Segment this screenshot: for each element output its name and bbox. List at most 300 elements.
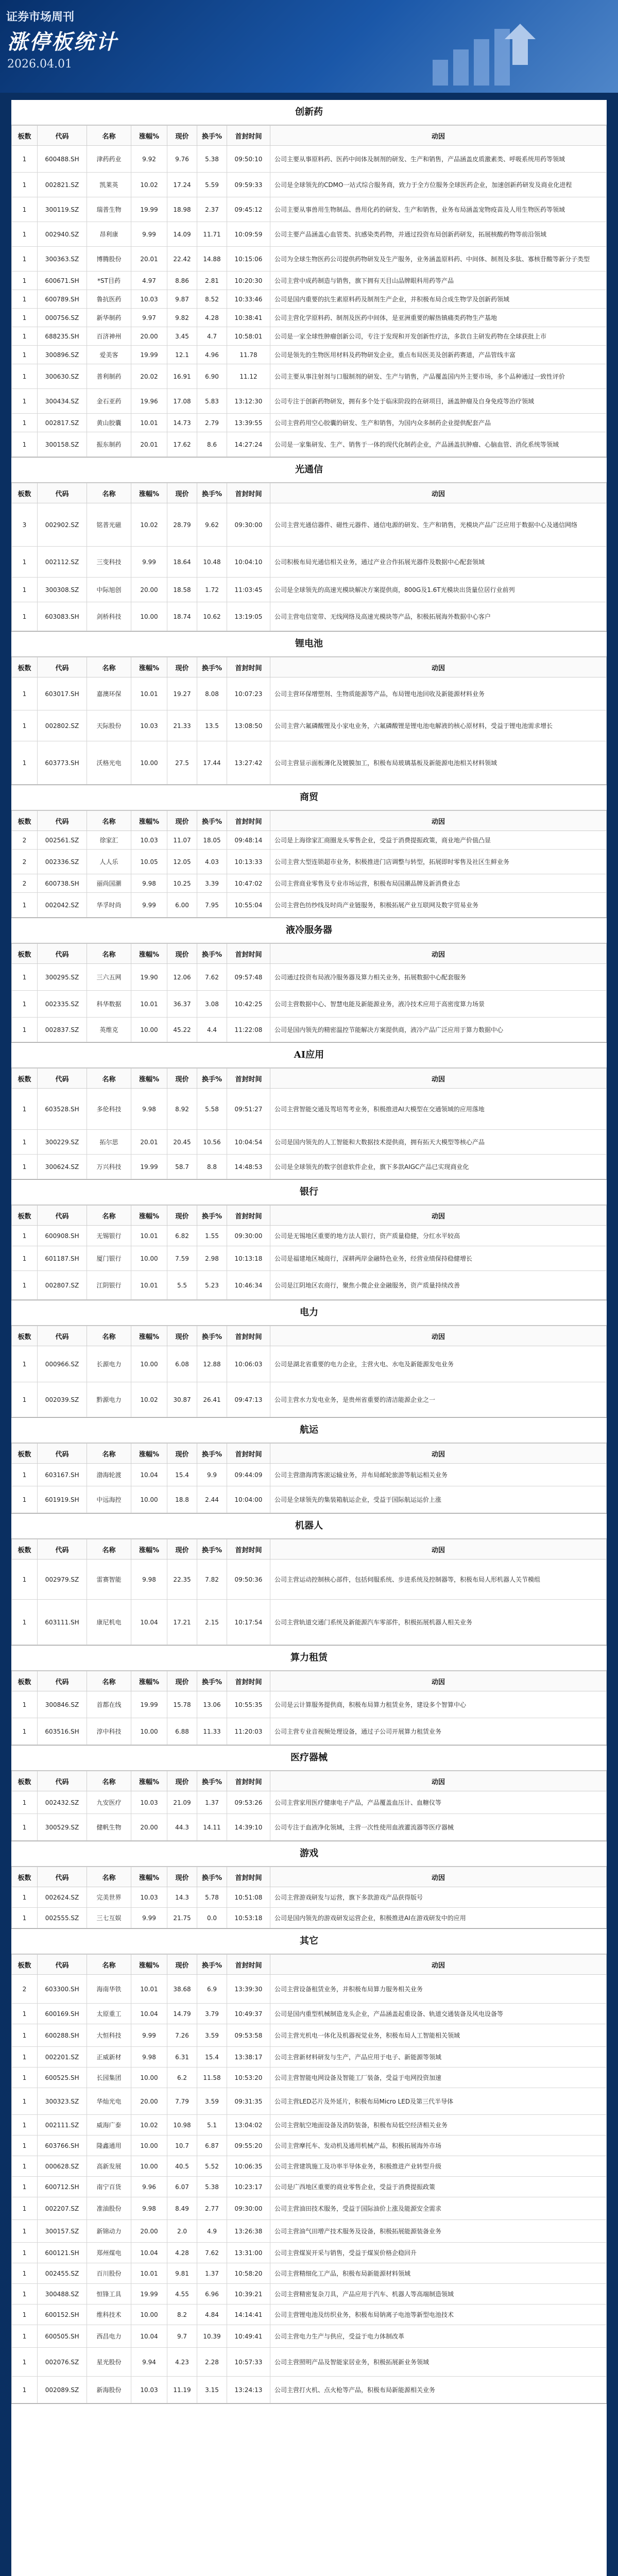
turnover-rate: 13.5 [197, 710, 227, 741]
table-row [12, 602, 607, 631]
turnover-rate: 5.1 [197, 2115, 227, 2136]
limit-up-table [11, 1671, 607, 1745]
table-row [12, 503, 607, 547]
table-header-row [12, 811, 607, 831]
current-price: 4.55 [167, 2284, 197, 2304]
first-seal-time: 09:44:09 [227, 1464, 270, 1486]
board-count: 1 [12, 2284, 38, 2304]
column-header: 首封时间 [227, 1671, 270, 1691]
stock-code: 600738.SH [38, 874, 87, 893]
board-count: 1 [12, 2047, 38, 2067]
limit-up-table [11, 483, 607, 631]
column-header: 涨幅% [131, 944, 167, 964]
sector-title: 航运 [11, 1418, 607, 1443]
stock-name: 三六五网 [87, 964, 131, 991]
board-count: 1 [12, 2088, 38, 2115]
column-header: 代码 [38, 483, 87, 503]
current-price: 12.05 [167, 850, 197, 874]
change-percent: 10.00 [131, 1246, 167, 1271]
column-header: 现价 [167, 1671, 197, 1691]
current-price: 11.07 [167, 831, 197, 850]
column-header: 板数 [12, 1771, 38, 1791]
turnover-rate: 7.62 [197, 2243, 227, 2263]
first-seal-time: 10:51:08 [227, 1887, 270, 1908]
sector-section [11, 1514, 607, 1646]
board-count: 2 [12, 831, 38, 850]
first-seal-time: 13:24:13 [227, 2377, 270, 2403]
change-percent: 10.04 [131, 1600, 167, 1645]
limit-up-reason: 公司是湖北省重要的电力企业，主营火电、水电及新能源发电业务 [270, 1346, 607, 1382]
column-header: 涨幅% [131, 126, 167, 146]
column-header: 代码 [38, 1771, 87, 1791]
change-percent: 10.00 [131, 2304, 167, 2325]
turnover-rate: 10.62 [197, 602, 227, 631]
current-price: 7.26 [167, 2024, 197, 2047]
limit-up-reason: 公司专注于血液净化领域，主营一次性使用血液灌流器等医疗器械 [270, 1814, 607, 1841]
turnover-rate: 5.52 [197, 2156, 227, 2177]
column-header: 动因 [270, 944, 607, 964]
column-header: 名称 [87, 1771, 131, 1791]
first-seal-time: 10:57:33 [227, 2348, 270, 2377]
change-percent: 20.00 [131, 327, 167, 346]
stock-code: 002207.SZ [38, 2197, 87, 2220]
change-percent: 10.04 [131, 2243, 167, 2263]
column-header: 涨幅% [131, 1539, 167, 1560]
turnover-rate: 7.62 [197, 964, 227, 991]
first-seal-time: 09:31:35 [227, 2088, 270, 2115]
column-header: 现价 [167, 1955, 197, 1975]
limit-up-reason: 公司主要产品涵盖心血管类、抗感染类药物，并通过投资布局创新药研发，拓展核酸药物等前沿领域 [270, 222, 607, 247]
stock-code: 603017.SH [38, 677, 87, 710]
stock-code: 002201.SZ [38, 2047, 87, 2067]
limit-up-table [11, 1205, 607, 1300]
stock-name: 准油股份 [87, 2197, 131, 2220]
limit-up-reason: 公司是无锡地区重要的地方法人银行，资产质量稳健，分红水平较高 [270, 1226, 607, 1246]
stock-code: 600169.SH [38, 2004, 87, 2024]
stock-name: 淳中科技 [87, 1718, 131, 1745]
limit-up-reason: 公司主营专业音视频处理设备，通过子公司开展算力租赁业务 [270, 1718, 607, 1745]
turnover-rate: 2.79 [197, 414, 227, 432]
change-percent: 9.99 [131, 2024, 167, 2047]
column-header: 现价 [167, 1069, 197, 1089]
stock-name: 铭普光磁 [87, 503, 131, 547]
table-row [12, 741, 607, 785]
column-header: 名称 [87, 1955, 131, 1975]
turnover-rate: 5.38 [197, 146, 227, 173]
table-row [12, 1346, 607, 1382]
stock-code: 300434.SZ [38, 389, 87, 414]
limit-up-reason: 公司主营摩托车、发动机及通用机械产品，积极拓展海外市场 [270, 2136, 607, 2156]
first-seal-time: 09:48:14 [227, 831, 270, 850]
stock-code: 603528.SH [38, 1089, 87, 1130]
current-price: 44.3 [167, 1814, 197, 1841]
limit-up-reason: 公司主营LED芯片及外延片，积极布局Micro LED及第三代半导体 [270, 2088, 607, 2115]
column-header: 动因 [270, 1955, 607, 1975]
table-header-row [12, 483, 607, 503]
board-count: 3 [12, 503, 38, 547]
column-header: 现价 [167, 483, 197, 503]
stock-name: 郑州煤电 [87, 2243, 131, 2263]
turnover-rate: 11.33 [197, 1718, 227, 1745]
board-count: 1 [12, 2004, 38, 2024]
column-header: 换手% [197, 1955, 227, 1975]
first-seal-time: 09:53:26 [227, 1791, 270, 1814]
current-price: 9.81 [167, 2263, 197, 2284]
limit-up-table [11, 810, 607, 918]
board-count: 1 [12, 741, 38, 785]
table-row [12, 1382, 607, 1417]
column-header: 换手% [197, 1069, 227, 1089]
stock-code: 300529.SZ [38, 1814, 87, 1841]
turnover-rate: 8.52 [197, 290, 227, 309]
board-count: 1 [12, 2115, 38, 2136]
table-row [12, 414, 607, 432]
current-price: 18.64 [167, 547, 197, 578]
column-header: 板数 [12, 483, 38, 503]
turnover-rate: 4.7 [197, 327, 227, 346]
table-header-row [12, 1206, 607, 1226]
change-percent: 19.99 [131, 1155, 167, 1179]
column-header: 名称 [87, 1069, 131, 1089]
board-count: 1 [12, 2024, 38, 2047]
column-header: 名称 [87, 1867, 131, 1887]
stock-name: 长园集团 [87, 2067, 131, 2088]
limit-up-reason: 公司主营环保增塑剂、生物质能源等产品，布局锂电池回收及新能源材料业务 [270, 677, 607, 710]
first-seal-time: 09:55:20 [227, 2136, 270, 2156]
sector-section [11, 1300, 607, 1418]
change-percent: 19.99 [131, 197, 167, 222]
first-seal-time: 10:20:30 [227, 272, 270, 290]
limit-up-reason: 公司主营锂电池及纺织业务，积极布局钠离子电池等新型电池技术 [270, 2304, 607, 2325]
current-price: 14.09 [167, 222, 197, 247]
stock-name: 维科技术 [87, 2304, 131, 2325]
stock-name: 拓尔思 [87, 1130, 131, 1155]
sector-title: 创新药 [11, 100, 607, 125]
board-count: 1 [12, 364, 38, 389]
table-row [12, 146, 607, 173]
change-percent: 10.01 [131, 1975, 167, 2004]
table-row [12, 1560, 607, 1600]
table-row [12, 1130, 607, 1155]
limit-up-reason: 公司主营煤炭开采与销售，受益于煤炭价格企稳回升 [270, 2243, 607, 2263]
sector-title: 商贸 [11, 785, 607, 810]
first-seal-time: 13:27:42 [227, 741, 270, 785]
current-price: 17.08 [167, 389, 197, 414]
limit-up-reason: 公司主营油田技术服务，受益于国际油价上涨及能源安全需求 [270, 2197, 607, 2220]
current-price: 6.2 [167, 2067, 197, 2088]
stock-code: 600712.SH [38, 2177, 87, 2197]
current-price: 7.59 [167, 1246, 197, 1271]
board-count: 1 [12, 578, 38, 602]
change-percent: 10.05 [131, 850, 167, 874]
column-header: 首封时间 [227, 944, 270, 964]
stock-code: 002335.SZ [38, 991, 87, 1018]
table-row [12, 2243, 607, 2263]
change-percent: 9.98 [131, 2197, 167, 2220]
current-price: 3.45 [167, 327, 197, 346]
first-seal-time: 09:53:58 [227, 2024, 270, 2047]
limit-up-reason: 公司是福建地区城商行，深耕两岸金融特色业务，经营业绩保持稳健增长 [270, 1246, 607, 1271]
first-seal-time: 10:47:02 [227, 874, 270, 893]
turnover-rate: 7.82 [197, 1560, 227, 1600]
stock-name: 三变科技 [87, 547, 131, 578]
current-price: 12.06 [167, 964, 197, 991]
stock-code: 002336.SZ [38, 850, 87, 874]
stock-name: 爱美客 [87, 346, 131, 364]
turnover-rate: 1.55 [197, 1226, 227, 1246]
change-percent: 20.00 [131, 2088, 167, 2115]
column-header: 换手% [197, 126, 227, 146]
change-percent: 10.01 [131, 1271, 167, 1300]
column-header: 换手% [197, 657, 227, 677]
turnover-rate: 8.6 [197, 432, 227, 457]
sector-section [11, 1043, 607, 1180]
table-header-row [12, 1955, 607, 1975]
board-count: 1 [12, 1271, 38, 1300]
limit-up-reason: 公司积极布局光通信相关业务，通过产业合作拓展光器件及数据中心配套领域 [270, 547, 607, 578]
current-price: 6.31 [167, 2047, 197, 2067]
limit-up-table [11, 943, 607, 1042]
stock-code: 600908.SH [38, 1226, 87, 1246]
column-header: 换手% [197, 1771, 227, 1791]
limit-up-reason: 公司是上海徐家汇商圈龙头零售企业，受益于消费提振政策，商业地产价值凸显 [270, 831, 607, 850]
first-seal-time: 11.12 [227, 364, 270, 389]
change-percent: 20.00 [131, 2220, 167, 2243]
turnover-rate: 1.37 [197, 1791, 227, 1814]
limit-up-reason: 公司主营数据中心、智慧电能及新能源业务，液冷技术应用于高密度算力场景 [270, 991, 607, 1018]
current-price: 10.7 [167, 2136, 197, 2156]
first-seal-time: 10:55:35 [227, 1691, 270, 1718]
board-count: 1 [12, 414, 38, 432]
column-header: 涨幅% [131, 483, 167, 503]
sector-section [11, 100, 607, 457]
board-count: 1 [12, 2325, 38, 2348]
first-seal-time: 14:39:10 [227, 1814, 270, 1841]
change-percent: 10.00 [131, 2136, 167, 2156]
stock-name: 渤海轮渡 [87, 1464, 131, 1486]
current-price: 19.27 [167, 677, 197, 710]
sector-section [11, 1929, 607, 2404]
current-price: 6.08 [167, 1346, 197, 1382]
board-count: 2 [12, 850, 38, 874]
column-header: 板数 [12, 1069, 38, 1089]
turnover-rate: 9.9 [197, 1464, 227, 1486]
table-header-row [12, 657, 607, 677]
column-header: 代码 [38, 1671, 87, 1691]
stock-code: 300363.SZ [38, 247, 87, 272]
turnover-rate: 4.4 [197, 1018, 227, 1042]
board-count: 1 [12, 309, 38, 327]
sector-title: 锂电池 [11, 632, 607, 657]
stock-name: 金石亚药 [87, 389, 131, 414]
table-row [12, 677, 607, 710]
first-seal-time: 14:27:24 [227, 432, 270, 457]
stock-code: 002561.SZ [38, 831, 87, 850]
limit-up-reason: 公司主营渤海湾客滚运输业务，并布局邮轮旅游等航运相关业务 [270, 1464, 607, 1486]
column-header: 动因 [270, 657, 607, 677]
table-row [12, 547, 607, 578]
board-count: 1 [12, 327, 38, 346]
first-seal-time: 11:22:08 [227, 1018, 270, 1042]
stock-name: 振东制药 [87, 432, 131, 457]
change-percent: 10.03 [131, 2377, 167, 2403]
limit-up-reason: 公司是领先的生物医用材料及药物研发企业，重点布局医美及创新药赛道，产品管线丰富 [270, 346, 607, 364]
stock-name: 黔源电力 [87, 1382, 131, 1417]
column-header: 动因 [270, 483, 607, 503]
change-percent: 10.01 [131, 991, 167, 1018]
table-row [12, 2197, 607, 2220]
stock-name: 恒锋工具 [87, 2284, 131, 2304]
turnover-rate: 12.88 [197, 1346, 227, 1382]
table-row [12, 389, 607, 414]
stock-name: 完美世界 [87, 1887, 131, 1908]
stock-name: 隆鑫通用 [87, 2136, 131, 2156]
turnover-rate: 2.28 [197, 2348, 227, 2377]
column-header: 代码 [38, 126, 87, 146]
turnover-rate: 5.83 [197, 389, 227, 414]
table-row [12, 1089, 607, 1130]
stock-name: 博腾股份 [87, 247, 131, 272]
sector-title: 医疗器械 [11, 1745, 607, 1771]
turnover-rate: 4.9 [197, 2220, 227, 2243]
stock-name: 厦门银行 [87, 1246, 131, 1271]
turnover-rate: 11.71 [197, 222, 227, 247]
column-header: 名称 [87, 1326, 131, 1346]
stock-code: 600525.SH [38, 2067, 87, 2088]
column-header: 首封时间 [227, 1206, 270, 1226]
turnover-rate: 5.78 [197, 1887, 227, 1908]
board-count: 1 [12, 2263, 38, 2284]
stock-code: 300323.SZ [38, 2088, 87, 2115]
current-price: 14.79 [167, 2004, 197, 2024]
current-price: 12.1 [167, 346, 197, 364]
stock-code: 300630.SZ [38, 364, 87, 389]
column-header: 板数 [12, 657, 38, 677]
turnover-rate: 15.4 [197, 2047, 227, 2067]
column-header: 板数 [12, 1444, 38, 1464]
turnover-rate: 3.15 [197, 2377, 227, 2403]
current-price: 11.19 [167, 2377, 197, 2403]
table-row [12, 1600, 607, 1645]
table-header-row [12, 1326, 607, 1346]
board-count: 1 [12, 1018, 38, 1042]
stock-name: 首都在线 [87, 1691, 131, 1718]
table-row [12, 1887, 607, 1908]
turnover-rate: 3.59 [197, 2088, 227, 2115]
stock-name: 新海股份 [87, 2377, 131, 2403]
current-price: 6.07 [167, 2177, 197, 2197]
board-count: 1 [12, 2067, 38, 2088]
change-percent: 20.01 [131, 432, 167, 457]
table-header-row [12, 1671, 607, 1691]
sector-title: 银行 [11, 1180, 607, 1205]
board-count: 1 [12, 432, 38, 457]
current-price: 21.75 [167, 1908, 197, 1928]
board-count: 1 [12, 222, 38, 247]
rising-coins-icon [422, 19, 546, 91]
stock-name: 沃格光电 [87, 741, 131, 785]
sector-section [11, 1745, 607, 1841]
column-header: 动因 [270, 1539, 607, 1560]
first-seal-time: 13:08:50 [227, 710, 270, 741]
table-row [12, 2348, 607, 2377]
turnover-rate: 8.08 [197, 677, 227, 710]
stock-code: 002817.SZ [38, 414, 87, 432]
column-header: 换手% [197, 811, 227, 831]
sector-title: AI应用 [11, 1043, 607, 1068]
current-price: 38.68 [167, 1975, 197, 2004]
board-count: 1 [12, 173, 38, 197]
table-row [12, 893, 607, 918]
column-header: 首封时间 [227, 483, 270, 503]
first-seal-time: 13:19:05 [227, 602, 270, 631]
first-seal-time: 10:06:03 [227, 1346, 270, 1382]
limit-up-reason: 公司是全球领先的集装箱航运企业，受益于国际航运运价上涨 [270, 1486, 607, 1513]
brand-name: 证券市场周刊 [6, 10, 75, 24]
table-row [12, 1791, 607, 1814]
table-row [12, 2088, 607, 2115]
current-price: 40.5 [167, 2156, 197, 2177]
current-price: 22.35 [167, 1560, 197, 1600]
first-seal-time: 13:39:30 [227, 1975, 270, 2004]
limit-up-reason: 公司主营轨道交通门系统及新能源汽车零部件，积极拓展机器人相关业务 [270, 1600, 607, 1645]
first-seal-time: 10:46:34 [227, 1271, 270, 1300]
turnover-rate: 3.39 [197, 874, 227, 893]
table-row [12, 432, 607, 457]
stock-name: 黄山胶囊 [87, 414, 131, 432]
current-price: 18.58 [167, 578, 197, 602]
table-header-row [12, 126, 607, 146]
turnover-rate: 4.03 [197, 850, 227, 874]
stock-code: 002902.SZ [38, 503, 87, 547]
board-count: 1 [12, 1346, 38, 1382]
change-percent: 20.00 [131, 1814, 167, 1841]
change-percent: 10.00 [131, 1346, 167, 1382]
change-percent: 10.04 [131, 1464, 167, 1486]
turnover-rate: 14.88 [197, 247, 227, 272]
change-percent: 9.99 [131, 222, 167, 247]
limit-up-reason: 公司是国内领先的精密温控节能解决方案提供商，液冷产品广泛应用于算力数据中心 [270, 1018, 607, 1042]
stock-name: 鲁抗医药 [87, 290, 131, 309]
change-percent: 10.00 [131, 1018, 167, 1042]
stock-code: 002624.SZ [38, 1887, 87, 1908]
limit-up-list [11, 100, 607, 2576]
change-percent: 10.04 [131, 2325, 167, 2348]
first-seal-time: 09:51:27 [227, 1089, 270, 1130]
column-header: 板数 [12, 1955, 38, 1975]
limit-up-reason: 公司是一家全球性肿瘤创新公司，专注于发现和开发创新性疗法，多款自主研发药物在全球获批上市 [270, 327, 607, 346]
limit-up-reason: 公司主要从事兽用生物制品、兽用化药的研发、生产和销售，业务布局涵盖宠物疫苗及人用生物医药等领域 [270, 197, 607, 222]
table-row [12, 964, 607, 991]
stock-code: 603773.SH [38, 741, 87, 785]
first-seal-time: 10:42:25 [227, 991, 270, 1018]
table-row [12, 1226, 607, 1246]
table-row [12, 2263, 607, 2284]
stock-name: 剑桥科技 [87, 602, 131, 631]
board-count: 1 [12, 389, 38, 414]
limit-up-reason: 公司主营光机电一体化及机器视觉业务，积极布局人工智能相关领域 [270, 2024, 607, 2047]
change-percent: 10.00 [131, 2067, 167, 2088]
stock-code: 002042.SZ [38, 893, 87, 918]
column-header: 名称 [87, 126, 131, 146]
table-header-row [12, 1771, 607, 1791]
change-percent: 9.99 [131, 1908, 167, 1928]
stock-code: 300157.SZ [38, 2220, 87, 2243]
table-row [12, 1271, 607, 1300]
stock-code: 688235.SH [38, 327, 87, 346]
stock-code: 603167.SH [38, 1464, 87, 1486]
sector-section [11, 785, 607, 918]
